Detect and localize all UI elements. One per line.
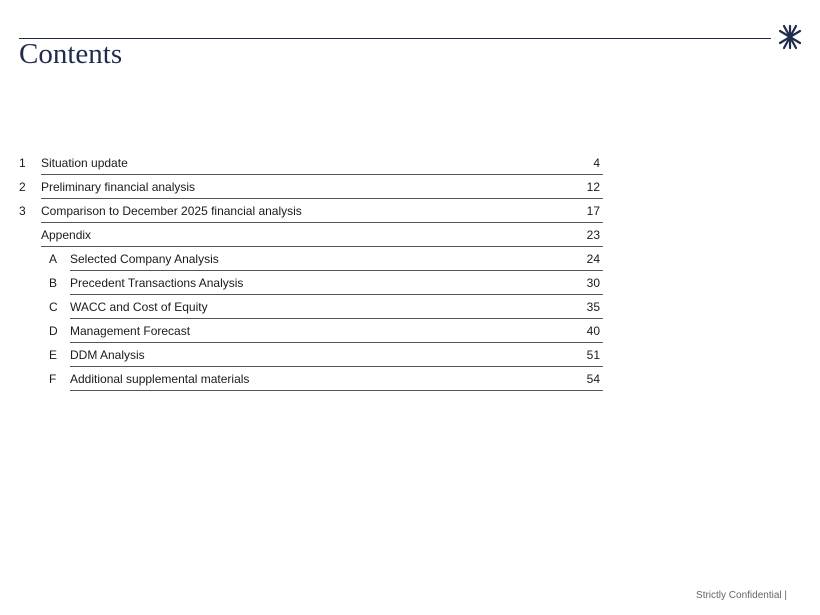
page-title: Contents (19, 38, 123, 70)
toc-subrow[interactable] (19, 247, 603, 271)
toc-page: 24 (586, 252, 600, 266)
firm-logo-icon (777, 23, 803, 51)
toc-page: 35 (586, 300, 600, 314)
toc-letter: F (49, 372, 57, 386)
toc-number: 3 (19, 204, 26, 218)
toc-label: Preliminary financial analysis (41, 180, 196, 194)
toc-page: 30 (586, 276, 600, 290)
toc-label: Management Forecast (70, 324, 191, 338)
toc-subrow[interactable] (19, 319, 603, 343)
toc-subrow[interactable] (19, 367, 603, 391)
toc-page: 40 (586, 324, 600, 338)
toc-letter: A (49, 252, 58, 266)
toc-letter: E (49, 348, 58, 362)
toc-label: Additional supplemental materials (70, 372, 250, 386)
toc-page: 17 (586, 204, 600, 218)
toc-subrow[interactable] (19, 295, 603, 319)
toc-label: Precedent Transactions Analysis (70, 276, 244, 290)
toc-page: 4 (593, 156, 600, 170)
toc-row[interactable] (19, 151, 603, 175)
confidentiality-footer: Strictly Confidential | (696, 590, 787, 601)
toc-label: Situation update (41, 156, 128, 170)
toc-page: 12 (586, 180, 600, 194)
toc-page: 51 (586, 348, 600, 362)
toc-label: WACC and Cost of Equity (70, 300, 208, 314)
toc-label: DDM Analysis (70, 348, 145, 362)
toc-label: Selected Company Analysis (70, 252, 219, 266)
toc-divider (70, 390, 603, 391)
toc-page: 23 (586, 228, 600, 242)
toc-row-appendix[interactable] (19, 223, 603, 247)
toc-label: Appendix (41, 228, 92, 242)
toc-row[interactable] (19, 175, 603, 199)
table-of-contents (19, 151, 603, 391)
toc-number: 1 (19, 156, 26, 170)
toc-letter: D (49, 324, 58, 338)
toc-letter: C (49, 300, 58, 314)
toc-row[interactable] (19, 199, 603, 223)
toc-number: 2 (19, 180, 26, 194)
toc-letter: B (49, 276, 58, 290)
toc-label: Comparison to December 2025 financial analysis (41, 204, 302, 218)
toc-subrow[interactable] (19, 271, 603, 295)
toc-subrow[interactable] (19, 343, 603, 367)
header-rule (19, 38, 771, 39)
toc-page: 54 (586, 372, 600, 386)
